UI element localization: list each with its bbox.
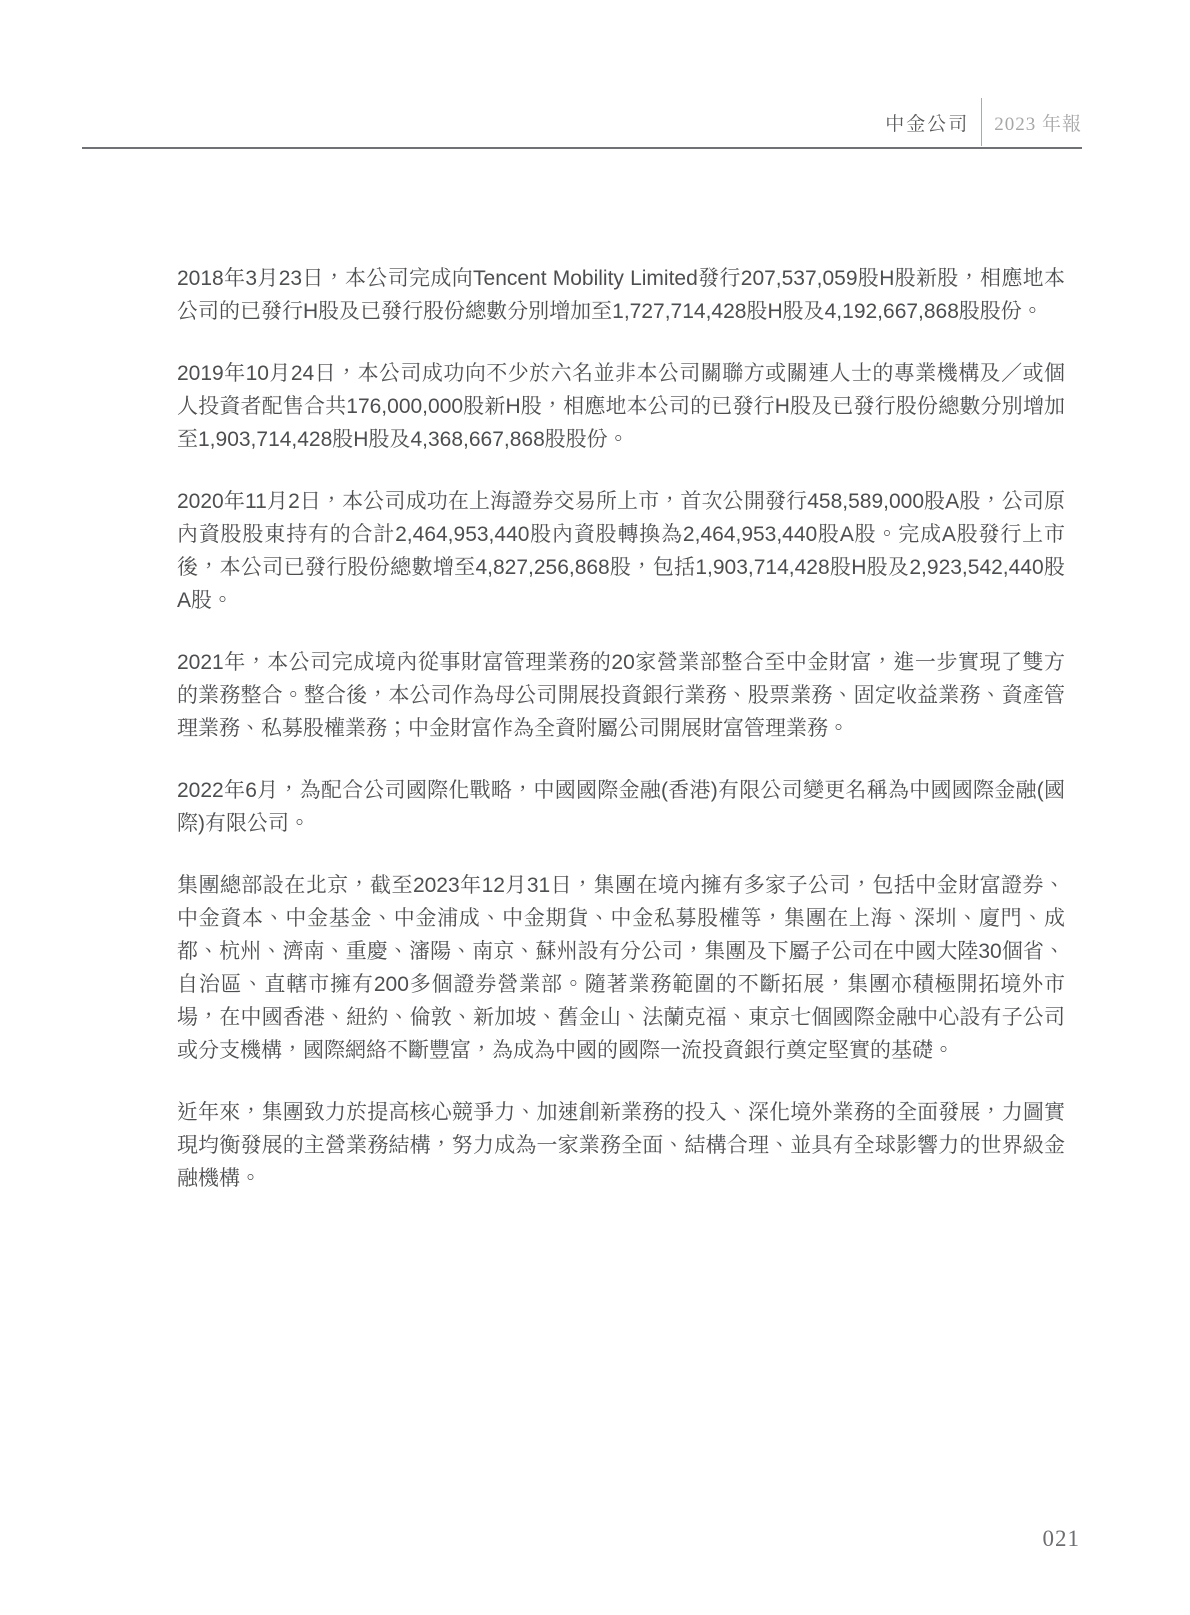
company-name: 中金公司: [885, 113, 970, 135]
paragraph-2020-a-share-listing: 2020年11月2日，本公司成功在上海證券交易所上市，首次公開發行458,589,000股A股，公司原內資股股東持有的合計2,464,953,440股內資股轉換為2,464,953,440股A股。完成A股發行上市後，本公司已發行股份總數增至4,827,256,868股，包括1,903,714,428股H股及2,923,542,440股A股。: [177, 490, 1065, 612]
paragraph-recent-years-strategy: 近年來，集團致力於提高核心競爭力、加速創新業務的投入、深化境外業務的全面發展，力圖實現均衡發展的主營業務結構，努力成為一家業務全面、結構合理、並具有全球影響力的世界級金融機構。: [177, 1101, 1065, 1190]
paragraph-2021-wealth-management-integration: 2021年，本公司完成境內從事財富管理業務的20家營業部整合至中金財富，進一步實現了雙方的業務整合。整合後，本公司作為母公司開展投資銀行業務、股票業務、固定收益業務、資產管理業務、私募股權業務；中金財富作為全資附屬公司開展財富管理業務。: [177, 651, 1065, 740]
header-divider-line: [981, 98, 982, 146]
report-edition: 2023 年報: [994, 113, 1082, 135]
page-body: [177, 262, 1065, 1224]
header-rule: [82, 147, 1082, 149]
header-text-block: [885, 96, 1082, 148]
paragraph-2018-tencent-h-share-issue: 2018年3月23日，本公司完成向Tencent Mobility Limited發行207,537,059股H股新股，相應地本公司的已發行H股及已發行股份總數分別增加至1,727,714,428股H股及4,192,667,868股股份。: [177, 267, 1065, 323]
page-number: 021: [1042, 1526, 1080, 1551]
paragraph-group-headquarters-network: 集團總部設在北京，截至2023年12月31日，集團在境內擁有多家子公司，包括中金財富證券、中金資本、中金基金、中金浦成、中金期貨、中金私募股權等，集團在上海、深圳、廈門、成都、杭州、濟南、重慶、瀋陽、南京、蘇州設有分公司，集團及下屬子公司在中國大陸30個省、自治區、直轄市擁有200多個證券營業部。隨著業務範圍的不斷拓展，集團亦積極開拓境外市場，在中國香港、紐約、倫敦、新加坡、舊金山、法蘭克福、東京七個國際金融中心設有子公司或分支機構，國際網絡不斷豐富，為成為中國的國際一流投資銀行奠定堅實的基礎。: [177, 874, 1065, 1062]
paragraph-2022-name-change: 2022年6月，為配合公司國際化戰略，中國國際金融(香港)有限公司變更名稱為中國國際金融(國際)有限公司。: [177, 779, 1065, 835]
paragraph-2019-h-share-placement: 2019年10月24日，本公司成功向不少於六名並非本公司關聯方或關連人士的專業機構及／或個人投資者配售合共176,000,000股新H股，相應地本公司的已發行H股及已發行股份總數分別增加至1,903,714,428股H股及4,368,667,868股股份。: [177, 362, 1065, 451]
